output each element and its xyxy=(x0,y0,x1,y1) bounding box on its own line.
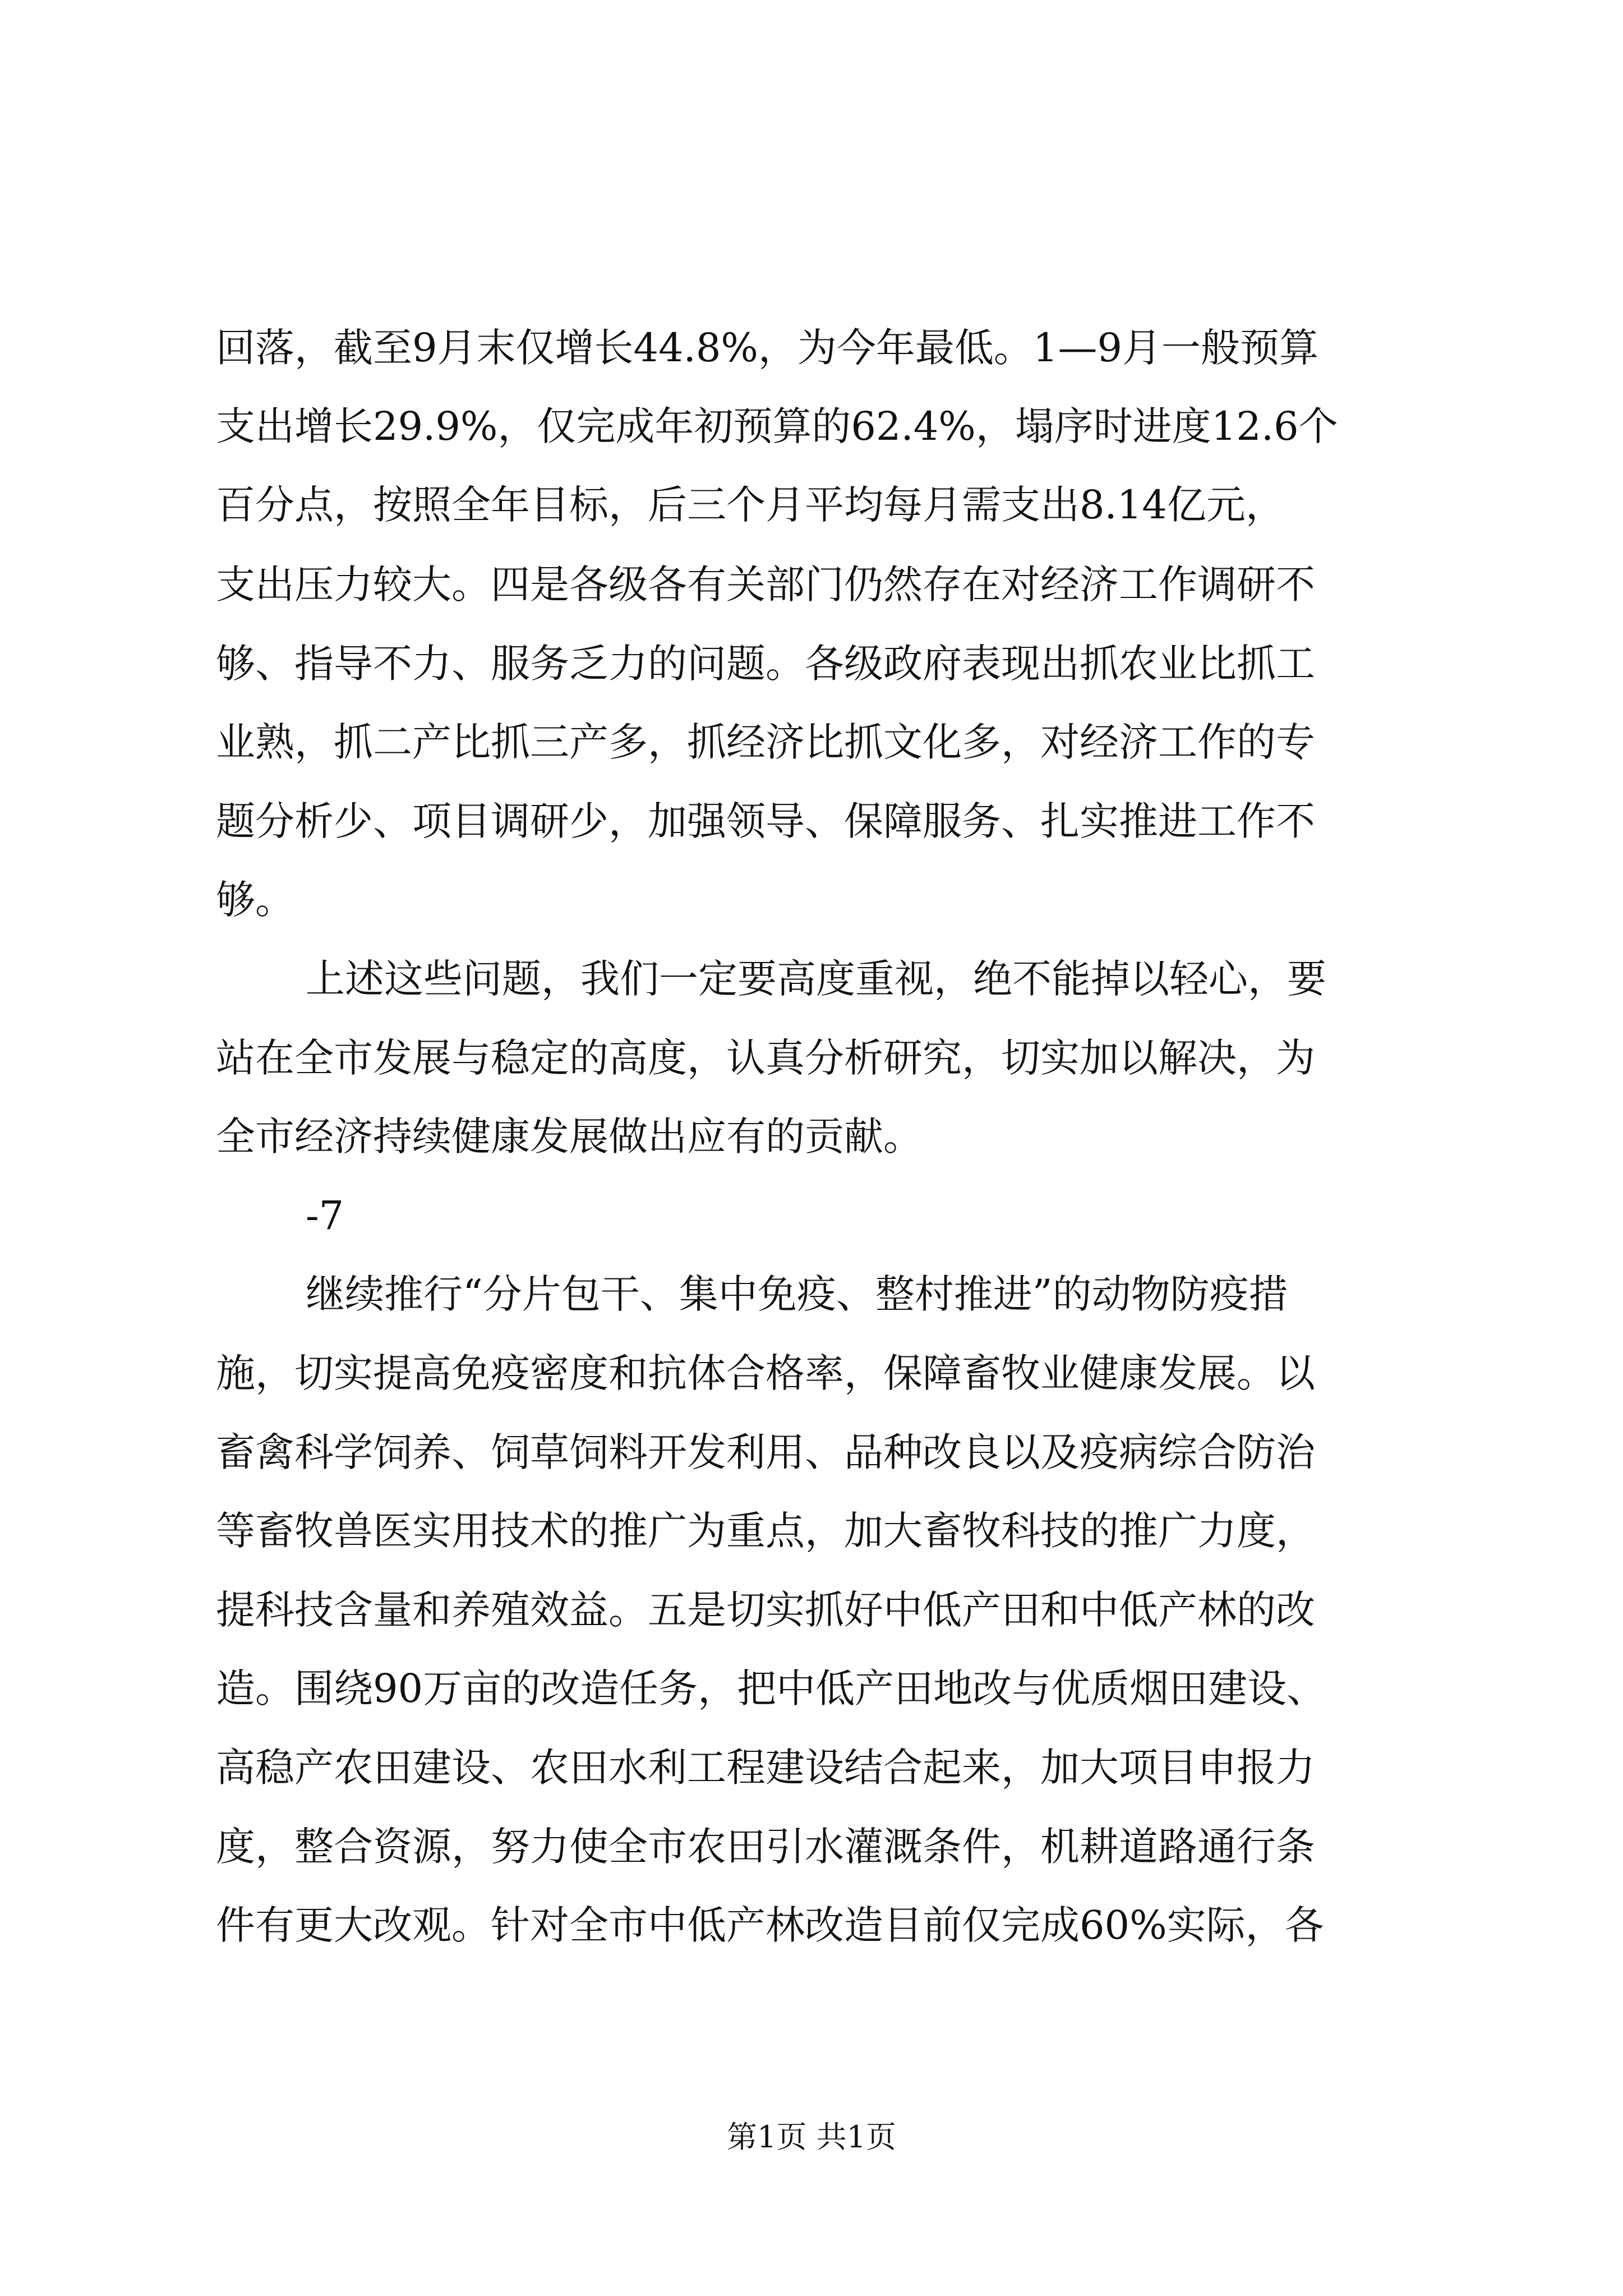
text-line-20: 度，整合资源，努力使全市农田引水灌溉条件，机耕道路通行条 xyxy=(216,1824,1315,1870)
text-line-17: 提科技含量和养殖效益。五是切实抓好中低产田和中低产林的改 xyxy=(216,1587,1315,1633)
text-line-16: 等畜牧兽医实用技术的推广为重点，加大畜牧科技的推广力度， xyxy=(216,1508,1315,1554)
text-line-7: 题分析少、项目调研少，加强领导、保障服务、扎实推进工作不 xyxy=(216,798,1315,844)
page-footer: 第1页 共1页 xyxy=(727,2119,896,2155)
text-line-6: 业熟，抓二产比抓三产多，抓经济比抓文化多，对经济工作的专 xyxy=(216,719,1315,765)
text-line-4: 支出压力较大。四是各级各有关部门仍然存在对经济工作调研不 xyxy=(216,562,1315,608)
text-line-14: 施，切实提高免疫密度和抗体合格率，保障畜牧业健康发展。以 xyxy=(216,1350,1315,1396)
text-line-15: 畜禽科学饲养、饲草饲料开发利用、品种改良以及疫病综合防治 xyxy=(216,1429,1315,1475)
text-line-3: 百分点，按照全年目标，后三个月平均每月需支出8.14亿元， xyxy=(216,482,1285,528)
text-line-13: 继续推行“分片包干、集中免疫、整村推进”的动物防疫措 xyxy=(306,1271,1288,1317)
page-marker: -7 xyxy=(306,1193,344,1239)
text-line-21: 件有更大改观。针对全市中低产林改造目前仅完成60%实际，各 xyxy=(216,1902,1324,1948)
text-line-9: 上述这些问题，我们一定要高度重视，绝不能掉以轻心，要 xyxy=(306,956,1326,1002)
text-line-10: 站在全市发展与稳定的高度，认真分析研究，切实加以解决，为 xyxy=(216,1035,1315,1081)
text-line-19: 高稳产农田建设、农田水利工程建设结合起来，加大项目申报力 xyxy=(216,1745,1315,1791)
text-line-2: 支出增长29.9%，仅完成年初预算的62.4%，塌序时进度12.6个 xyxy=(216,403,1338,449)
text-line-5: 够、指导不力、服务乏力的问题。各级政府表现出抓农业比抓工 xyxy=(216,641,1315,687)
text-line-18: 造。围绕90万亩的改造任务，把中低产田地改与优质烟田建设、 xyxy=(216,1665,1326,1711)
text-line-1: 回落，截至9月末仅增长44.8%，为今年最低。1—9月一般预算 xyxy=(216,325,1318,371)
text-line-11: 全市经济持续健康发展做出应有的贡献。 xyxy=(216,1114,923,1159)
text-line-8: 够。 xyxy=(216,877,294,923)
